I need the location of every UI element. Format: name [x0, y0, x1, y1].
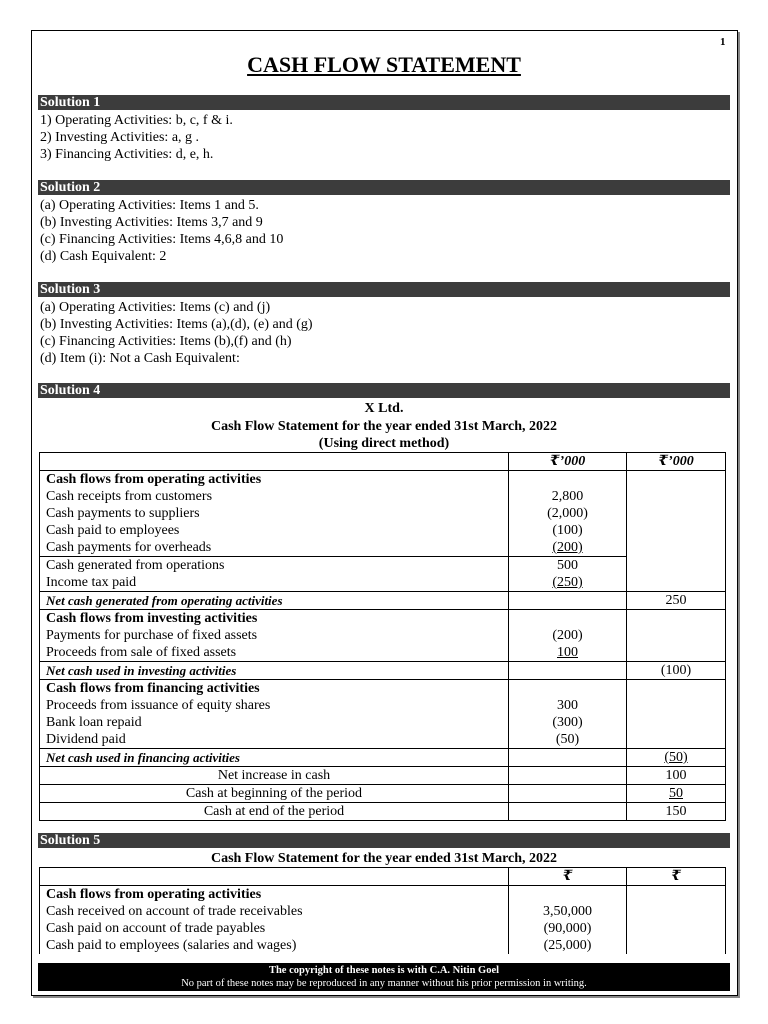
row-c2 — [627, 539, 726, 557]
table-row — [40, 785, 726, 803]
row-c2 — [627, 886, 726, 904]
row-c1 — [509, 471, 627, 489]
row-c2: (50) — [664, 750, 688, 765]
table-row — [40, 749, 726, 767]
row-c2 — [627, 505, 726, 522]
solution-2-line: (d) Cash Equivalent: 2 — [40, 249, 167, 264]
solution-2-line: (c) Financing Activities: Items 4,6,8 and 10 — [40, 232, 284, 247]
row-c1 — [509, 886, 627, 904]
solution-2-line: (b) Investing Activities: Items 3,7 and 9 — [40, 215, 263, 230]
table-row — [40, 697, 726, 714]
row-desc: Cash payments to suppliers — [40, 505, 509, 522]
solution-2-line: (a) Operating Activities: Items 1 and 5. — [40, 198, 259, 213]
statement-title-5: Cash Flow Statement for the year ended 31st March, 2022 — [210, 851, 558, 866]
table-row — [40, 767, 726, 785]
row-c1 — [509, 785, 627, 803]
solution-3-line: (d) Item (i): Not a Cash Equivalent: — [40, 351, 240, 366]
method-label: (Using direct method) — [318, 436, 450, 451]
row-c1 — [509, 803, 627, 821]
row-c1: 2,800 — [509, 488, 627, 505]
row-c2 — [627, 644, 726, 662]
row-c1 — [509, 767, 627, 785]
table-row — [40, 937, 726, 954]
row-desc: Income tax paid — [40, 574, 509, 592]
row-c1: 300 — [509, 697, 627, 714]
row-c1: 500 — [509, 557, 627, 575]
row-c2 — [627, 610, 726, 628]
row-c1: (90,000) — [509, 920, 627, 937]
row-desc: Proceeds from sale of fixed assets — [40, 644, 509, 662]
table-row — [40, 557, 726, 575]
row-c1: (100) — [509, 522, 627, 539]
row-c2: 50 — [669, 786, 683, 801]
row-c1: (250) — [552, 575, 583, 590]
row-c1 — [509, 680, 627, 698]
copyright-line: The copyright of these notes is with C.A. Nitin Goel — [268, 965, 500, 976]
row-c2 — [627, 697, 726, 714]
col2-header: ₹ — [627, 868, 726, 886]
solution-3-line: (a) Operating Activities: Items (c) and (j) — [40, 300, 271, 315]
table-row — [40, 644, 726, 662]
solution-1-line: 1) Operating Activities: b, c, f & i. — [40, 113, 233, 128]
row-desc: Cash paid to employees (salaries and wages) — [40, 937, 509, 954]
row-desc: Cash at end of the period — [40, 803, 509, 821]
row-c1: (200) — [552, 540, 583, 555]
row-desc: Proceeds from issuance of equity shares — [40, 697, 509, 714]
row-c2 — [627, 522, 726, 539]
table-header-row — [40, 868, 726, 886]
solution-1-heading: Solution 1 — [38, 95, 730, 110]
row-c2 — [627, 488, 726, 505]
row-c2 — [627, 627, 726, 644]
row-c2 — [627, 920, 726, 937]
row-desc: Cash flows from investing activities — [40, 610, 509, 628]
header-desc-cell — [40, 453, 509, 471]
row-c1: (200) — [509, 627, 627, 644]
table-row — [40, 505, 726, 522]
col1-header: ₹ — [509, 868, 627, 886]
row-desc: Net increase in cash — [40, 767, 509, 785]
row-desc: Cash paid to employees — [40, 522, 509, 539]
row-c1 — [509, 749, 627, 767]
solution-5-table — [39, 867, 726, 954]
row-c1: 3,50,000 — [509, 903, 627, 920]
page-number: 1 — [720, 36, 726, 48]
table-row — [40, 662, 726, 680]
row-desc: Cash at beginning of the period — [40, 785, 509, 803]
row-desc: Cash received on account of trade receivables — [40, 903, 509, 920]
solution-3-line: (c) Financing Activities: Items (b),(f) and (h) — [40, 334, 292, 349]
col1-header: ₹’000 — [509, 453, 627, 471]
table-row — [40, 886, 726, 904]
row-c1 — [509, 662, 627, 680]
row-c2: 150 — [627, 803, 726, 821]
permission-line: No part of these notes may be reproduced in any manner without his prior permission in writing. — [181, 978, 587, 989]
row-desc: Cash flows from financing activities — [40, 680, 509, 698]
row-c2 — [627, 680, 726, 698]
row-c1: (25,000) — [509, 937, 627, 954]
row-desc: Cash receipts from customers — [40, 488, 509, 505]
row-c1: (50) — [509, 731, 627, 749]
row-c2: (100) — [627, 662, 726, 680]
table-row — [40, 803, 726, 821]
row-c1 — [509, 592, 627, 610]
row-desc: Dividend paid — [40, 731, 509, 749]
table-row — [40, 714, 726, 731]
row-c2 — [627, 731, 726, 749]
row-desc: Net cash generated from operating activities — [40, 592, 509, 610]
row-c2 — [627, 903, 726, 920]
statement-title: Cash Flow Statement for the year ended 31st March, 2022 — [210, 419, 558, 434]
table-row — [40, 488, 726, 505]
table-row — [40, 731, 726, 749]
solution-3-heading: Solution 3 — [38, 282, 730, 297]
table-row — [40, 522, 726, 539]
table-row — [40, 592, 726, 610]
solution-1-line: 3) Financing Activities: d, e, h. — [40, 147, 214, 162]
solution-2-heading: Solution 2 — [38, 180, 730, 195]
row-desc: Payments for purchase of fixed assets — [40, 627, 509, 644]
row-c2 — [627, 471, 726, 489]
row-c2: 100 — [627, 767, 726, 785]
solution-4-table — [39, 452, 726, 821]
row-desc: Bank loan repaid — [40, 714, 509, 731]
table-row — [40, 539, 726, 557]
table-row — [40, 680, 726, 698]
table-row — [40, 610, 726, 628]
row-c2 — [627, 714, 726, 731]
row-c2: 250 — [627, 592, 726, 610]
row-desc: Cash paid on account of trade payables — [40, 920, 509, 937]
row-c2 — [627, 557, 726, 575]
row-c2 — [627, 937, 726, 954]
table-row — [40, 471, 726, 489]
row-desc: Net cash used in financing activities — [40, 749, 509, 767]
page-title: CASH FLOW STATEMENT — [247, 52, 521, 77]
table-row — [40, 627, 726, 644]
row-desc: Cash flows from operating activities — [40, 886, 509, 904]
row-c1 — [509, 610, 627, 628]
table-header-row — [40, 453, 726, 471]
header-desc-cell — [40, 868, 509, 886]
table-row — [40, 574, 726, 592]
copyright-footer — [38, 963, 730, 991]
row-c1: 100 — [557, 645, 578, 660]
solution-1-line: 2) Investing Activities: a, g . — [40, 130, 200, 145]
col2-header: ₹’000 — [627, 453, 726, 471]
row-c1: (2,000) — [509, 505, 627, 522]
row-c1: (300) — [509, 714, 627, 731]
table-row — [40, 903, 726, 920]
row-c2 — [627, 574, 726, 592]
solution-5-heading: Solution 5 — [38, 833, 730, 848]
row-desc: Cash payments for overheads — [40, 539, 509, 557]
row-desc: Cash flows from operating activities — [40, 471, 509, 489]
solution-4-heading: Solution 4 — [38, 383, 730, 398]
row-desc: Net cash used in investing activities — [40, 662, 509, 680]
solution-3-line: (b) Investing Activities: Items (a),(d), (e) and (g) — [40, 317, 313, 332]
table-row — [40, 920, 726, 937]
row-desc: Cash generated from operations — [40, 557, 509, 575]
company-name: X Ltd. — [364, 401, 404, 416]
